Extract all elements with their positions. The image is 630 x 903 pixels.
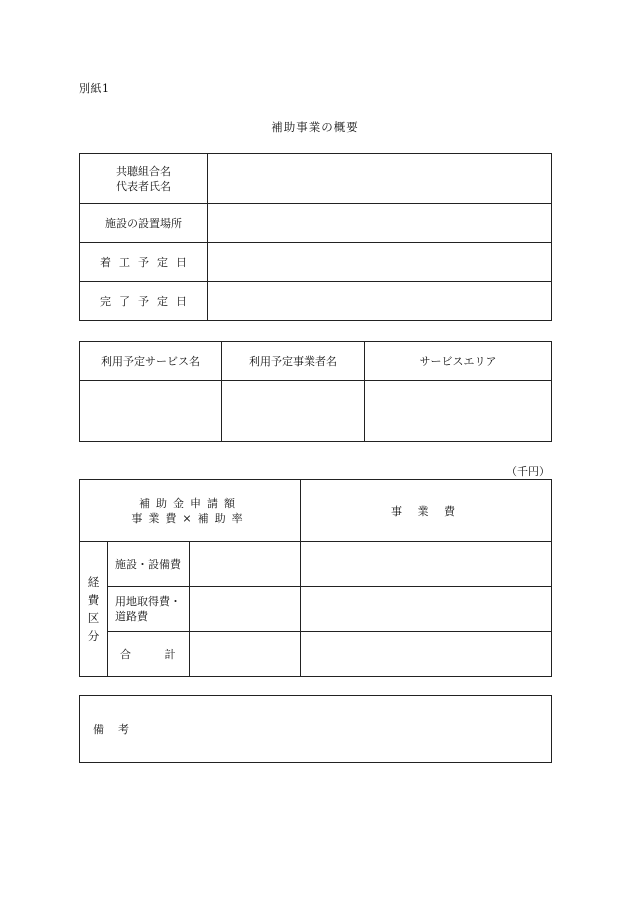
facility-location-field[interactable] xyxy=(208,204,552,243)
remarks-field[interactable] xyxy=(80,696,552,763)
land-road-label-line1: 用地取得費・ xyxy=(115,595,181,608)
facility-equipment-label: 施設・設備費 xyxy=(108,542,190,587)
service-table xyxy=(79,341,552,442)
start-date-label: 着工予定日 xyxy=(80,243,208,282)
remarks-table xyxy=(79,695,552,763)
service-area-header: サービスエリア xyxy=(365,342,552,381)
facility-location-label: 施設の設置場所 xyxy=(80,204,208,243)
expense-category-label xyxy=(80,542,108,677)
union-name-label: 共聴組合名 xyxy=(116,164,171,178)
completion-date-label: 完了予定日 xyxy=(80,282,208,321)
table-row xyxy=(80,587,552,632)
provider-name-header: 利用予定事業者名 xyxy=(222,342,365,381)
document-title: 補助事業の概要 xyxy=(271,120,359,134)
service-area-field[interactable] xyxy=(365,381,552,442)
table-row xyxy=(80,381,552,442)
cost-table xyxy=(79,479,552,677)
service-name-field[interactable] xyxy=(80,381,222,442)
unit-label: （千円） xyxy=(506,465,550,478)
table-row xyxy=(80,696,552,763)
table-row xyxy=(80,632,552,677)
service-name-header: 利用予定サービス名 xyxy=(80,342,222,381)
subsidy-amount-header-line2: 事業費×補助率 xyxy=(131,511,249,525)
land-road-subsidy-field[interactable] xyxy=(190,587,301,632)
table-row xyxy=(80,154,552,204)
union-representative-label xyxy=(80,154,208,204)
start-date-field[interactable] xyxy=(208,243,552,282)
subsidy-amount-header xyxy=(80,480,301,542)
land-road-cost-field[interactable] xyxy=(301,587,552,632)
project-cost-header: 事 業 費 xyxy=(301,480,552,542)
table-header-row xyxy=(80,342,552,381)
table-row xyxy=(80,204,552,243)
land-road-label xyxy=(108,587,190,632)
facility-equipment-subsidy-field[interactable] xyxy=(190,542,301,587)
category-char: 区 xyxy=(87,611,100,625)
category-char: 経 xyxy=(87,575,100,589)
remarks-label: 備考 xyxy=(93,723,143,736)
completion-date-field[interactable] xyxy=(208,282,552,321)
document-label: 別紙1 xyxy=(79,82,110,95)
union-representative-field[interactable] xyxy=(208,154,552,204)
total-subsidy-field[interactable] xyxy=(190,632,301,677)
table-row xyxy=(80,282,552,321)
representative-name-label: 代表者氏名 xyxy=(116,179,171,193)
total-label: 合 計 xyxy=(108,632,190,677)
table-row xyxy=(80,542,552,587)
facility-equipment-cost-field[interactable] xyxy=(301,542,552,587)
provider-name-field[interactable] xyxy=(222,381,365,442)
category-char: 費 xyxy=(87,593,100,607)
applicant-info-table xyxy=(79,153,552,321)
subsidy-amount-header-line1: 補助金申請額 xyxy=(139,496,241,510)
category-char: 分 xyxy=(87,629,100,643)
table-header-row xyxy=(80,480,552,542)
land-road-label-line2: 道路費 xyxy=(115,610,148,623)
total-cost-field[interactable] xyxy=(301,632,552,677)
table-row xyxy=(80,243,552,282)
